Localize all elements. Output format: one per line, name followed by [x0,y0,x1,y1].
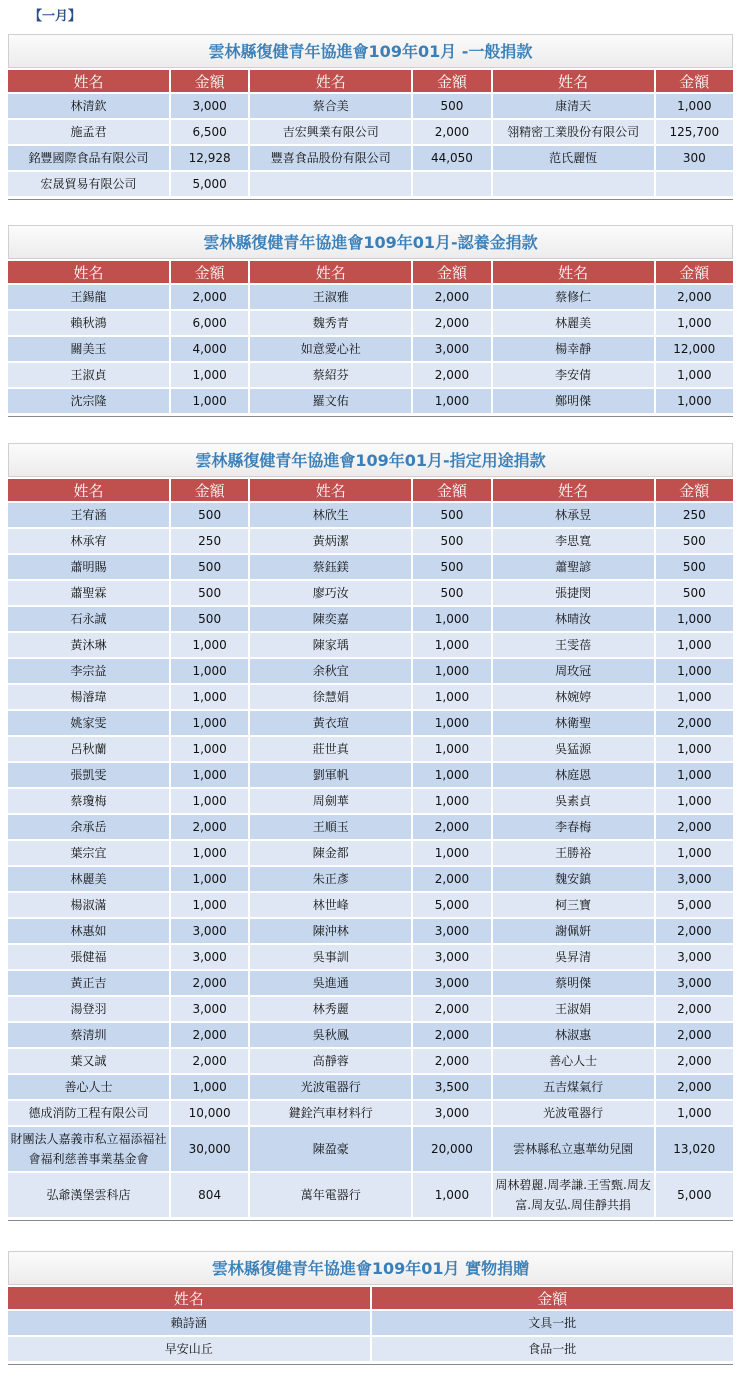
amount-cell: 3,000 [656,945,733,969]
amount-cell: 1,000 [171,685,248,709]
donor-name-cell: 王雯蓓 [493,633,654,657]
in-kind-donation-section [8,1251,733,1365]
donor-name-cell: 財團法人嘉義市私立福添福社會福利慈善事業基金會 [8,1127,169,1171]
donor-name-cell: 蔡紹芬 [250,363,411,387]
table-row [8,997,733,1021]
donor-name-cell: 王宥涵 [8,503,169,527]
donor-name-cell: 王錫龍 [8,285,169,309]
donor-name-cell: 蔡明傑 [493,971,654,995]
donor-name-cell: 善心人士 [8,1075,169,1099]
donor-name-cell: 宏晟貿易有限公司 [8,172,169,196]
column-header-amount: 金額 [656,479,733,501]
amount-cell: 500 [656,529,733,553]
donor-name-cell: 王淑雅 [250,285,411,309]
amount-cell: 500 [171,555,248,579]
amount-cell: 1,000 [413,389,490,413]
table-row [8,1127,733,1171]
donor-name-cell: 黃炳潔 [250,529,411,553]
amount-cell: 3,500 [413,1075,490,1099]
column-header-name: 姓名 [493,70,654,92]
donor-name-cell: 林晴汝 [493,607,654,631]
amount-cell: 2,000 [656,919,733,943]
column-header-name: 姓名 [250,70,411,92]
donation-table [6,477,735,1219]
amount-cell: 13,020 [656,1127,733,1171]
donor-name-cell: 德成消防工程有限公司 [8,1101,169,1125]
donor-name-cell: 謝佩姸 [493,919,654,943]
amount-cell: 1,000 [171,659,248,683]
donor-name-cell: 石永誠 [8,607,169,631]
donor-name-cell: 陳盈豪 [250,1127,411,1171]
donation-table [6,68,735,198]
table-row [8,389,733,413]
table-row [8,893,733,917]
month-label: 【一月】 [29,9,82,24]
amount-cell: 1,000 [171,1075,248,1099]
amount-cell: 250 [656,503,733,527]
amount-cell: 3,000 [171,919,248,943]
amount-cell: 3,000 [171,945,248,969]
amount-cell: 2,000 [413,120,490,144]
donor-name-cell: 葉宗宜 [8,841,169,865]
table-row [8,503,733,527]
amount-cell: 3,000 [413,945,490,969]
donor-name-cell: 羅文佑 [250,389,411,413]
table-row [8,711,733,735]
amount-cell: 1,000 [656,737,733,761]
amount-cell: 1,000 [171,763,248,787]
donor-name-cell: 陳金都 [250,841,411,865]
donor-name-cell: 楊幸靜 [493,337,654,361]
donor-name-cell: 林清欽 [8,94,169,118]
table-row [8,120,733,144]
donor-name-cell: 黃沐琳 [8,633,169,657]
donor-name-cell: 鍵銓汽車材料行 [250,1101,411,1125]
donor-name-cell: 林世峰 [250,893,411,917]
donor-name-cell: 林庭恩 [493,763,654,787]
amount-cell: 2,000 [413,867,490,891]
table-row [8,789,733,813]
donor-name-cell: 林承宥 [8,529,169,553]
table-row [8,1311,733,1335]
table-row [8,763,733,787]
amount-cell: 3,000 [171,997,248,1021]
amount-cell: 6,000 [171,311,248,335]
donor-name-cell: 善心人士 [493,1049,654,1073]
amount-cell: 1,000 [413,633,490,657]
donor-name-cell: 萬年電器行 [250,1173,411,1217]
donor-name-cell: 蕭聖霖 [8,581,169,605]
column-header-amount: 金額 [413,70,490,92]
amount-cell: 5,000 [413,893,490,917]
designated-donation-section [8,443,733,1221]
table-row [8,919,733,943]
amount-cell: 1,000 [171,737,248,761]
donor-name-cell: 魏秀青 [250,311,411,335]
donor-name-cell: 蕭聖諺 [493,555,654,579]
donor-name-cell: 吳昇清 [493,945,654,969]
donor-name-cell: 周林碧麗.周孝謙.王雪甄.周友富.周友弘.周佳靜共捐 [493,1173,654,1217]
donor-name-cell: 王勝裕 [493,841,654,865]
donor-name-cell: 吳進通 [250,971,411,995]
amount-cell: 12,928 [171,146,248,170]
donor-name-cell: 魏安鎮 [493,867,654,891]
amount-cell: 1,000 [656,789,733,813]
donor-name-cell: 徐慧娟 [250,685,411,709]
column-header-amount: 金額 [372,1287,734,1309]
donor-name-cell: 林衛聖 [493,711,654,735]
amount-cell: 1,000 [656,763,733,787]
donor-name-cell: 光波電器行 [493,1101,654,1125]
donor-name-cell: 葉又誠 [8,1049,169,1073]
donor-name-cell: 王淑娟 [493,997,654,1021]
column-header-amount: 金額 [413,479,490,501]
donor-name-cell: 施孟君 [8,120,169,144]
table-row [8,1101,733,1125]
donor-name-cell: 湯登羽 [8,997,169,1021]
donor-name-cell: 蕭明賜 [8,555,169,579]
donor-name-cell: 李宗益 [8,659,169,683]
donor-name-cell: 吉宏興業有限公司 [250,120,411,144]
donor-name-cell: 范氏麗恆 [493,146,654,170]
amount-cell: 1,000 [656,841,733,865]
donor-name-cell: 弘爺漢堡雲科店 [8,1173,169,1217]
donor-name-cell: 高靜蓉 [250,1049,411,1073]
donor-name-cell: 蔡清圳 [8,1023,169,1047]
table-row [8,1075,733,1099]
amount-cell: 5,000 [171,172,248,196]
donor-name-cell: 蔡鈺鎂 [250,555,411,579]
donor-name-cell: 陳家瑀 [250,633,411,657]
donor-name-cell: 翎精密工業股份有限公司 [493,120,654,144]
amount-cell: 1,000 [171,841,248,865]
donor-name-cell: 呂秋蘭 [8,737,169,761]
amount-cell: 500 [413,503,490,527]
amount-cell: 2,000 [413,1023,490,1047]
donor-name-cell: 余承岳 [8,815,169,839]
amount-cell: 3,000 [656,867,733,891]
amount-cell: 1,000 [413,607,490,631]
donor-name-cell: 吳秋鳳 [250,1023,411,1047]
column-header-amount: 金額 [171,479,248,501]
amount-cell: 1,000 [656,1101,733,1125]
amount-cell: 5,000 [656,893,733,917]
donor-name-cell: 吳事訓 [250,945,411,969]
table-row [8,555,733,579]
amount-cell: 3,000 [413,337,490,361]
amount-cell [656,172,733,196]
table-row [8,1049,733,1073]
amount-cell: 6,500 [171,120,248,144]
table-row [8,971,733,995]
amount-cell: 1,000 [656,389,733,413]
amount-cell: 2,000 [171,285,248,309]
amount-cell: 10,000 [171,1101,248,1125]
table-row [8,1173,733,1217]
donor-name-cell: 雲林縣私立惠華幼兒園 [493,1127,654,1171]
table-row [8,841,733,865]
amount-cell: 500 [171,607,248,631]
amount-cell: 1,000 [656,659,733,683]
donor-name-cell: 銘豐國際食品有限公司 [8,146,169,170]
donor-name-cell: 黃衣瑄 [250,711,411,735]
donor-name-cell: 張健福 [8,945,169,969]
donor-name-cell: 林淑惠 [493,1023,654,1047]
amount-cell: 44,050 [413,146,490,170]
column-header-name: 姓名 [250,261,411,283]
amount-cell: 食品一批 [372,1337,734,1361]
donor-name-cell: 林惠如 [8,919,169,943]
table-row [8,337,733,361]
amount-cell: 3,000 [413,1101,490,1125]
donor-name-cell: 康清天 [493,94,654,118]
donor-name-cell: 王順玉 [250,815,411,839]
amount-cell: 2,000 [413,1049,490,1073]
donor-name-cell: 張凱雯 [8,763,169,787]
amount-cell: 2,000 [171,1049,248,1073]
donor-name-cell: 楊淑滿 [8,893,169,917]
donor-name-cell: 朱正彥 [250,867,411,891]
amount-cell: 3,000 [413,919,490,943]
donor-name-cell: 吳猛源 [493,737,654,761]
amount-cell: 2,000 [656,815,733,839]
amount-cell: 20,000 [413,1127,490,1171]
column-header-name: 姓名 [493,479,654,501]
column-header-name: 姓名 [8,1287,370,1309]
amount-cell: 2,000 [656,711,733,735]
amount-cell: 1,000 [413,763,490,787]
sponsorship-donation-section [8,225,733,417]
column-header-amount: 金額 [171,70,248,92]
amount-cell: 2,000 [656,285,733,309]
donor-name-cell [250,172,411,196]
donor-name-cell: 林承昱 [493,503,654,527]
donor-name-cell: 余秋宜 [250,659,411,683]
amount-cell: 2,000 [171,1023,248,1047]
column-header-name: 姓名 [8,479,169,501]
amount-cell: 2,000 [656,1075,733,1099]
table-row [8,685,733,709]
amount-cell: 500 [171,503,248,527]
amount-cell: 1,000 [656,94,733,118]
amount-cell: 500 [413,581,490,605]
column-header-amount: 金額 [656,70,733,92]
column-header-amount: 金額 [171,261,248,283]
donor-name-cell: 林婉婷 [493,685,654,709]
table-row [8,146,733,170]
donor-name-cell: 蔡瓊梅 [8,789,169,813]
donor-name-cell: 五吉煤氣行 [493,1075,654,1099]
amount-cell: 500 [656,581,733,605]
section-title: 雲林縣復健青年協進會109年01月-指定用途捐款 [8,443,733,477]
amount-cell: 804 [171,1173,248,1217]
general-donation-section [8,34,733,200]
table-row [8,1023,733,1047]
amount-cell: 1,000 [171,363,248,387]
donor-name-cell: 蔡合美 [250,94,411,118]
amount-cell: 2,000 [413,311,490,335]
donor-name-cell: 莊世真 [250,737,411,761]
section-title: 雲林縣復健青年協進會109年01月 實物捐贈 [8,1251,733,1285]
table-row [8,581,733,605]
amount-cell: 500 [171,581,248,605]
amount-cell: 2,000 [413,285,490,309]
amount-cell: 2,000 [171,971,248,995]
table-row [8,659,733,683]
amount-cell: 1,000 [413,685,490,709]
donor-name-cell [493,172,654,196]
table-row [8,172,733,196]
donor-name-cell: 廖巧汝 [250,581,411,605]
amount-cell: 1,000 [656,685,733,709]
donor-name-cell: 光波電器行 [250,1075,411,1099]
donor-name-cell: 林麗美 [8,867,169,891]
amount-cell: 1,000 [656,311,733,335]
donor-name-cell: 柯三寶 [493,893,654,917]
donor-name-cell: 黃正吉 [8,971,169,995]
amount-cell: 500 [413,94,490,118]
amount-cell: 1,000 [413,789,490,813]
column-header-name: 姓名 [8,261,169,283]
donor-name-cell: 早安山丘 [8,1337,370,1361]
amount-cell: 1,000 [171,789,248,813]
donor-name-cell: 如意愛心社 [250,337,411,361]
donor-name-cell: 賴秋鴻 [8,311,169,335]
amount-cell: 4,000 [171,337,248,361]
amount-cell: 1,000 [413,737,490,761]
column-header-amount: 金額 [413,261,490,283]
amount-cell: 1,000 [656,363,733,387]
table-row [8,529,733,553]
amount-cell: 3,000 [413,971,490,995]
table-row [8,285,733,309]
column-header-name: 姓名 [493,261,654,283]
donor-name-cell: 陳沖林 [250,919,411,943]
amount-cell: 1,000 [656,633,733,657]
amount-cell: 125,700 [656,120,733,144]
donor-name-cell: 張捷閔 [493,581,654,605]
donor-name-cell: 周劍華 [250,789,411,813]
amount-cell: 1,000 [413,659,490,683]
table-row [8,633,733,657]
amount-cell: 文具一批 [372,1311,734,1335]
amount-cell: 2,000 [171,815,248,839]
donor-name-cell: 陳奕嘉 [250,607,411,631]
amount-cell: 30,000 [171,1127,248,1171]
donor-name-cell: 王淑貞 [8,363,169,387]
amount-cell: 1,000 [171,389,248,413]
section-title: 雲林縣復健青年協進會109年01月 -一般捐款 [8,34,733,68]
amount-cell: 2,000 [656,1049,733,1073]
amount-cell: 1,000 [171,867,248,891]
amount-cell: 5,000 [656,1173,733,1217]
column-header-name: 姓名 [8,70,169,92]
column-header-amount: 金額 [656,261,733,283]
amount-cell: 1,000 [171,711,248,735]
donor-name-cell: 林欣生 [250,503,411,527]
amount-cell: 2,000 [656,997,733,1021]
section-title: 雲林縣復健青年協進會109年01月-認養金捐款 [8,225,733,259]
donor-name-cell: 豐喜食品股份有限公司 [250,146,411,170]
donation-table [6,1285,735,1363]
donor-name-cell: 李春梅 [493,815,654,839]
table-row [8,607,733,631]
table-row [8,363,733,387]
donor-name-cell: 蔡修仁 [493,285,654,309]
donor-name-cell: 姚家雯 [8,711,169,735]
table-row [8,867,733,891]
amount-cell: 3,000 [171,94,248,118]
amount-cell: 1,000 [413,1173,490,1217]
amount-cell: 1,000 [413,841,490,865]
donor-name-cell: 鄭明傑 [493,389,654,413]
amount-cell: 2,000 [413,815,490,839]
table-row [8,311,733,335]
amount-cell: 2,000 [413,363,490,387]
donor-name-cell: 吳素貞 [493,789,654,813]
amount-cell: 250 [171,529,248,553]
amount-cell [413,172,490,196]
table-row [8,737,733,761]
donor-name-cell: 林秀麗 [250,997,411,1021]
donor-name-cell: 沈宗隆 [8,389,169,413]
donor-name-cell: 李安倩 [493,363,654,387]
donor-name-cell: 李思寬 [493,529,654,553]
donation-table [6,259,735,415]
amount-cell: 500 [656,555,733,579]
table-row [8,1337,733,1361]
amount-cell: 500 [413,555,490,579]
amount-cell: 2,000 [656,1023,733,1047]
amount-cell: 1,000 [656,607,733,631]
amount-cell: 1,000 [171,893,248,917]
donor-name-cell: 關美玉 [8,337,169,361]
table-row [8,815,733,839]
donor-name-cell: 楊濬瑋 [8,685,169,709]
column-header-name: 姓名 [250,479,411,501]
table-row [8,945,733,969]
amount-cell: 3,000 [656,971,733,995]
amount-cell: 12,000 [656,337,733,361]
amount-cell: 300 [656,146,733,170]
donor-name-cell: 周玫冠 [493,659,654,683]
donor-name-cell: 劉軍帆 [250,763,411,787]
amount-cell: 2,000 [413,997,490,1021]
table-row [8,94,733,118]
donor-name-cell: 林麗美 [493,311,654,335]
amount-cell: 1,000 [413,711,490,735]
donor-name-cell: 賴詩涵 [8,1311,370,1335]
amount-cell: 1,000 [171,633,248,657]
amount-cell: 500 [413,529,490,553]
